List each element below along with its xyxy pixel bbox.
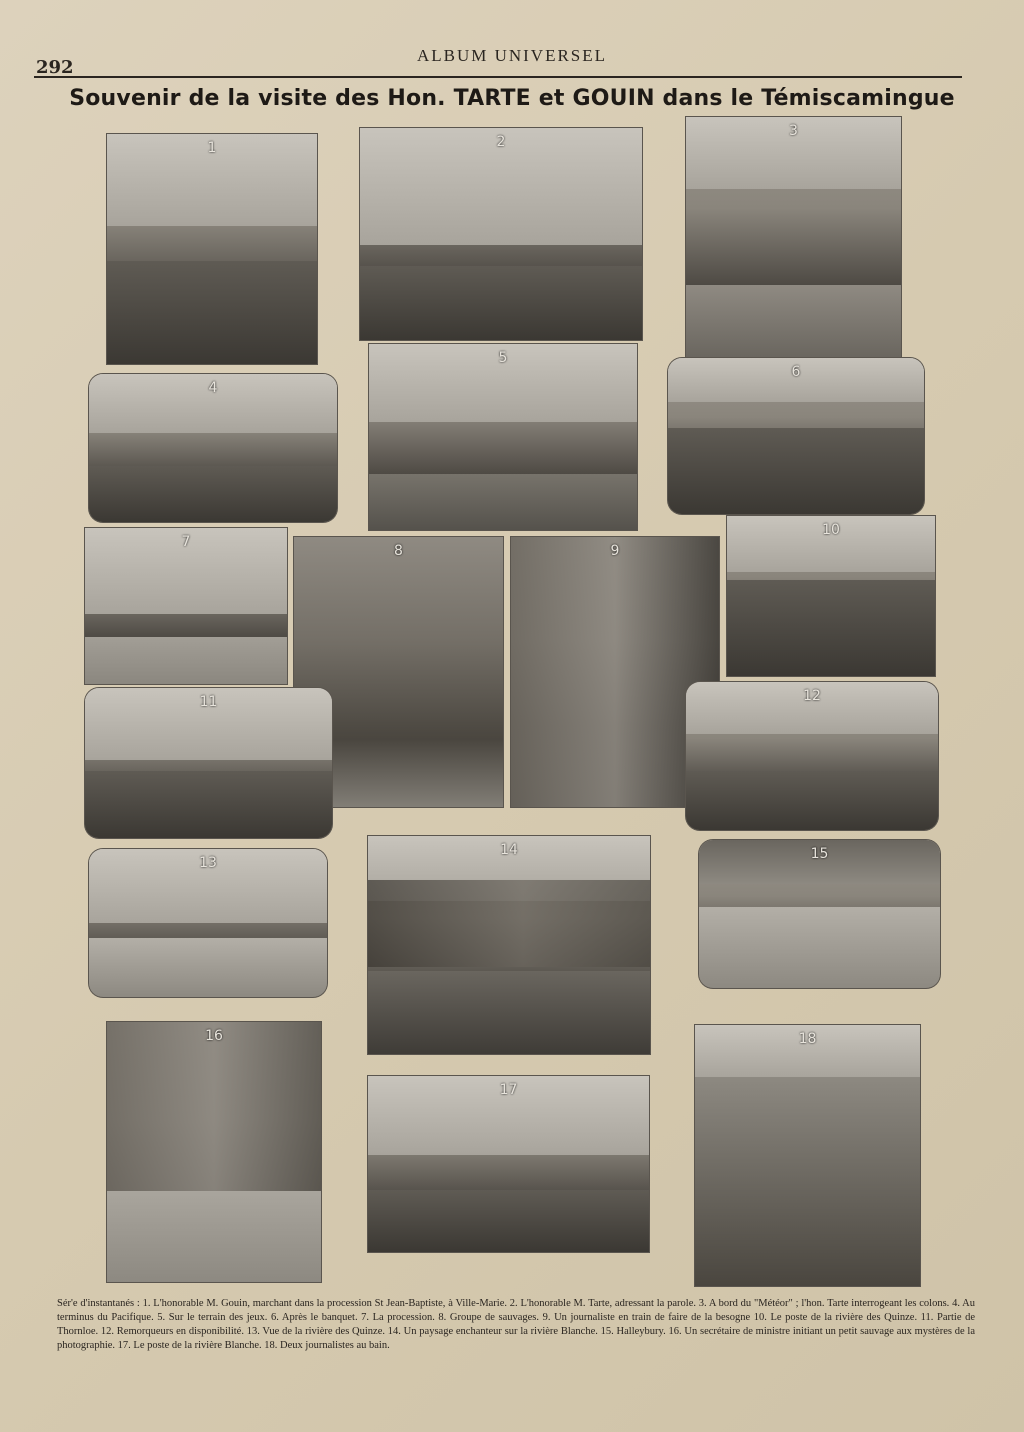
photo-18 [695,1025,920,1286]
photo-number: 15 [810,846,829,862]
photo-number: 7 [181,534,191,550]
photo-3 [686,117,901,357]
photo-number: 6 [791,364,801,380]
photo-number: 16 [205,1028,223,1044]
photo-2 [360,128,642,340]
photo-6 [668,358,924,514]
photo-number: 13 [199,855,217,871]
photo-number: 9 [610,543,620,559]
photo-number: 4 [208,380,218,396]
photo-number: 14 [500,842,518,858]
photo-1 [107,134,317,364]
photo-7 [85,528,287,684]
photo-17 [368,1076,649,1252]
photo-13 [89,849,327,997]
photo-16 [107,1022,321,1282]
photo-number: 17 [499,1082,518,1098]
photo-12 [686,682,938,830]
photo-11 [85,688,332,838]
header-rule [34,76,962,78]
photo-number: 8 [394,543,403,559]
photo-number: 18 [798,1031,817,1047]
photo-number: 10 [822,522,840,538]
photo-number: 11 [199,694,218,710]
photo-10 [727,516,935,676]
photo-14 [368,836,650,1054]
photo-number: 12 [803,688,821,704]
photo-number: 2 [496,134,506,150]
photo-15 [699,840,940,988]
page-title: Souvenir de la visite des Hon. TARTE et GOUIN dans le Témiscamingue [69,86,955,111]
photo-4 [89,374,337,522]
photo-number: 1 [207,140,217,156]
photo-caption: Sér'e d'instantanés : 1. L'honorable M. Gouin, marchant dans la procession St Jean-Baptiste, à Ville-Marie. 2. L'honorable M. Tarte, adressant la parole. 3. A bord du "Météor" ; l'hon. Tarte interrogeant les colons. 4. Au terminus du Pacifique. 5. Sur le terrain des jeux. 6. Après le banquet. 7. La procession. 8. Groupe de sauvages. 9. Un journaliste en train de faire de la besogne 10. Le poste de la rivière des Quinze. 11. Partie de Thornloe. 12. Remorqueurs en disponibilité. 13. Vue de la rivière des Quinze. 14. Un paysage enchanteur sur la rivière Blanche. 15. Halleybury. 16. Un secrétaire de ministre initiant un petit sauvage aux mystères de la photographie. 17. Le poste de la rivière Blanche. 18. Deux journalistes au bain. [57,1298,975,1351]
photo-number: 3 [789,123,798,139]
photo-number: 5 [498,350,508,366]
page-number: 292 [36,57,74,78]
running-title: ALBUM UNIVERSEL [416,46,608,65]
photo-5 [369,344,637,530]
